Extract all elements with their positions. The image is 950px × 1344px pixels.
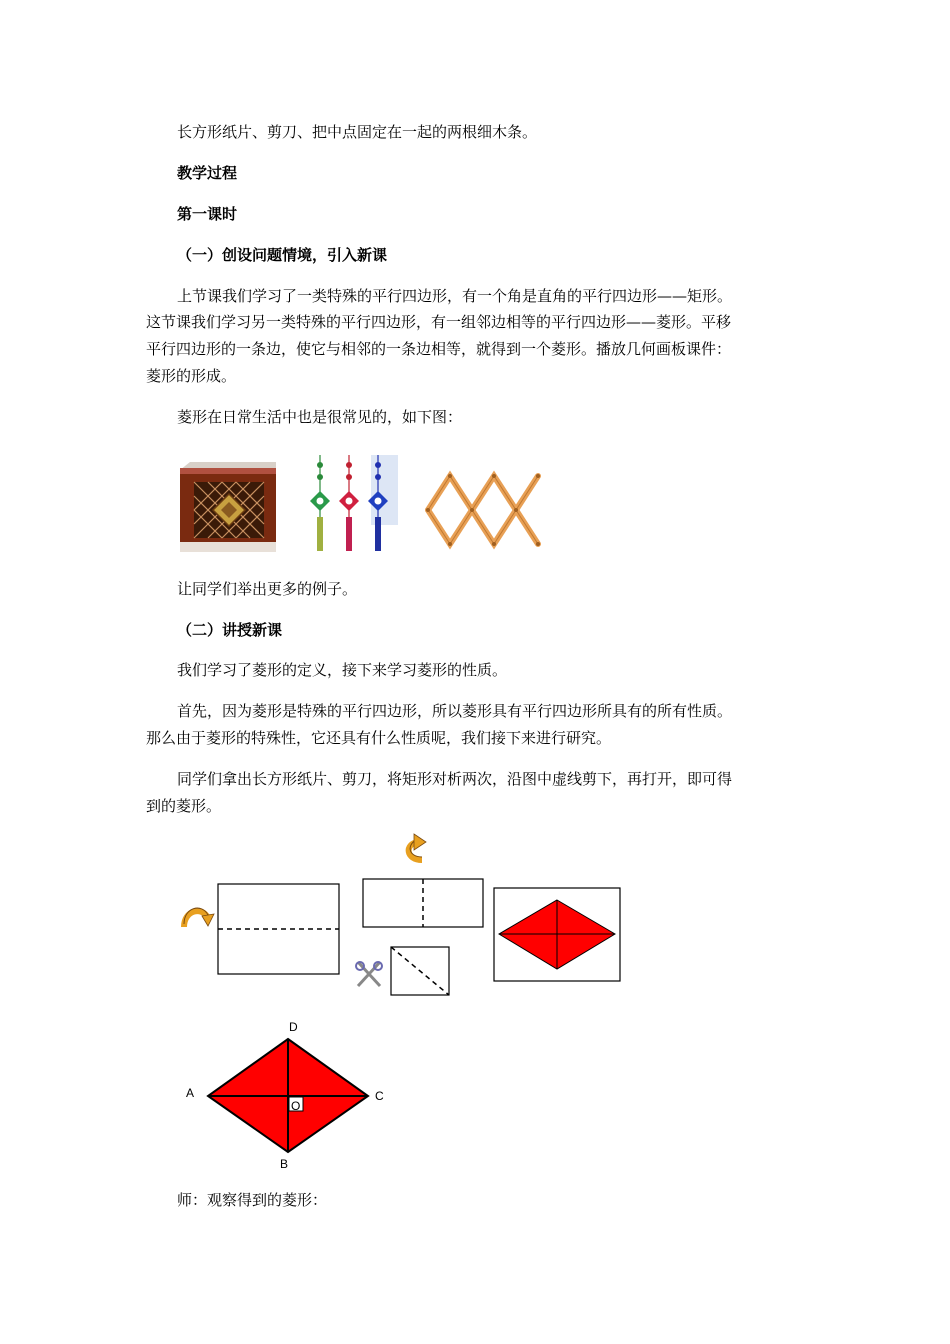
folding-diagram bbox=[170, 830, 640, 1005]
heading-first-lesson: 第一课时 bbox=[177, 205, 238, 223]
fold-line-1: 同学们拿出长方形纸片、剪刀，将矩形对析两次，沿图中虚线剪下，再打开，即可得 bbox=[177, 770, 733, 788]
fold-arrow-icon bbox=[184, 908, 214, 927]
heading-section-2: （二）讲授新课 bbox=[177, 621, 283, 639]
rhombus-abcd-diagram bbox=[180, 1015, 400, 1175]
heading-section-1: （一）创设问题情境，引入新课 bbox=[177, 246, 388, 264]
life-examples-line: 菱形在日常生活中也是很常见的，如下图： bbox=[177, 408, 463, 426]
chinese-knots-photo bbox=[303, 455, 398, 555]
first-line-2: 那么由于菱形的特殊性，它还具有什么性质呢，我们接下来进行研究。 bbox=[146, 729, 612, 747]
fold-line-2: 到的菱形。 bbox=[146, 797, 222, 815]
fold-arrow-top-icon bbox=[409, 834, 426, 860]
teacher-line: 师：观察得到的菱形： bbox=[177, 1191, 328, 1209]
materials-line: 长方形纸片、剪刀、把中点固定在一起的两根细木条。 bbox=[177, 123, 538, 141]
point-label-o: O bbox=[291, 1099, 301, 1113]
window-lattice-photo bbox=[180, 462, 276, 552]
scissors-icon bbox=[356, 962, 382, 986]
point-label-c: C bbox=[375, 1089, 384, 1103]
properties-line: 我们学习了菱形的定义，接下来学习菱形的性质。 bbox=[177, 661, 508, 679]
wooden-lattice-photo bbox=[424, 470, 542, 550]
intro-line-3: 平行四边形的一条边，使它与相邻的一条边相等，就得到一个菱形。播放几何画板课件： bbox=[146, 340, 732, 358]
point-label-b: B bbox=[280, 1157, 289, 1171]
point-label-a: A bbox=[186, 1086, 195, 1100]
first-line-1: 首先，因为菱形是特殊的平行四边形，所以菱形具有平行四边形所具有的所有性质。 bbox=[177, 702, 733, 720]
intro-line-4: 菱形的形成。 bbox=[146, 367, 237, 385]
intro-line-2: 这节课我们学习另一类特殊的平行四边形，有一组邻边相等的平行四边形——菱形。平移 bbox=[146, 313, 732, 331]
more-examples-line: 让同学们举出更多的例子。 bbox=[177, 580, 358, 598]
intro-line-1: 上节课我们学习了一类特殊的平行四边形，有一个角是直角的平行四边形——矩形。 bbox=[177, 287, 733, 305]
point-label-d: D bbox=[289, 1020, 298, 1034]
heading-teaching-process: 教学过程 bbox=[177, 164, 238, 182]
